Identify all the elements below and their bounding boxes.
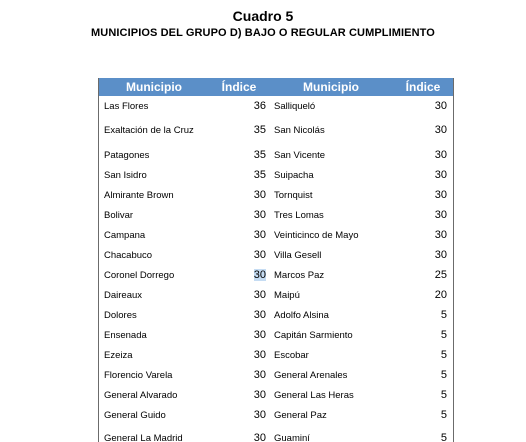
- municipios-table: [98, 78, 454, 442]
- municipio-cell: Veinticinco de Mayo: [274, 229, 359, 241]
- municipio-cell: Almirante Brown: [104, 189, 174, 201]
- indice-cell: 30: [434, 124, 447, 136]
- indice-cell: 5: [440, 431, 447, 442]
- indice-cell: 30: [253, 348, 266, 361]
- municipio-cell: San Isidro: [104, 169, 147, 181]
- municipio-cell: Capitán Sarmiento: [274, 329, 353, 341]
- municipio-cell: Guaminí: [274, 432, 310, 442]
- indice-cell: 5: [440, 308, 447, 321]
- municipio-cell: General La Madrid: [104, 432, 183, 442]
- municipio-cell: Salliqueló: [274, 100, 316, 112]
- indice-cell: 30: [253, 431, 266, 442]
- municipio-cell: Villa Gesell: [274, 249, 322, 261]
- indice-cell: 35: [253, 168, 266, 181]
- municipio-cell: General Paz: [274, 409, 327, 421]
- table-row: [99, 305, 453, 325]
- municipio-cell: Patagones: [104, 149, 150, 161]
- municipio-cell: Tres Lomas: [274, 209, 324, 221]
- indice-cell: 30: [253, 188, 266, 201]
- table-row: [99, 405, 453, 425]
- municipio-cell: General Guido: [104, 409, 166, 421]
- indice-cell: 30: [434, 99, 447, 112]
- indice-cell: 30: [253, 208, 266, 221]
- municipio-cell: General Arenales: [274, 369, 348, 381]
- indice-cell: 30: [253, 368, 266, 381]
- municipio-cell: Florencio Varela: [104, 369, 173, 381]
- table-header-row: [99, 78, 453, 96]
- table-row: [99, 385, 453, 405]
- table-row: [99, 145, 453, 165]
- indice-cell: 36: [253, 99, 266, 112]
- column-header-indice: Índice: [393, 78, 453, 96]
- municipio-cell: Maipú: [274, 289, 300, 301]
- table-row: [99, 165, 453, 185]
- indice-cell: 30: [253, 228, 266, 241]
- municipio-cell: Adolfo Alsina: [274, 309, 329, 321]
- municipio-cell: Suipacha: [274, 169, 314, 181]
- municipio-cell: General Las Heras: [274, 389, 354, 401]
- indice-cell: 30: [434, 228, 447, 241]
- indice-cell: 35: [253, 148, 266, 161]
- table-row: [99, 225, 453, 245]
- indice-cell: 35: [253, 124, 266, 136]
- indice-cell: 30: [434, 208, 447, 221]
- table-row: [99, 325, 453, 345]
- municipio-cell: Ensenada: [104, 329, 147, 341]
- indice-cell: 25: [434, 268, 447, 281]
- column-header-indice: Índice: [209, 78, 269, 96]
- indice-cell: 30: [253, 288, 266, 301]
- indice-cell: 30: [253, 308, 266, 321]
- column-header-municipio: Municipio: [99, 78, 209, 96]
- indice-cell: 30: [253, 248, 266, 261]
- municipio-cell: Dolores: [104, 309, 137, 321]
- indice-cell: 30: [253, 408, 266, 421]
- indice-cell: 5: [440, 328, 447, 341]
- table-row: [99, 245, 453, 265]
- table-row: [99, 185, 453, 205]
- indice-cell: [209, 265, 269, 285]
- municipio-cell: San Nicolás: [274, 125, 325, 136]
- municipio-cell: Daireaux: [104, 289, 143, 301]
- indice-cell: 30: [434, 148, 447, 161]
- indice-cell: 30: [253, 388, 266, 401]
- table-row: [99, 365, 453, 385]
- table-row: [99, 285, 453, 305]
- indice-cell: 5: [440, 388, 447, 401]
- municipio-cell: Coronel Dorrego: [104, 269, 175, 281]
- municipio-cell: Chacabuco: [104, 249, 153, 261]
- table-row: [99, 345, 453, 365]
- table-row: [99, 96, 453, 116]
- municipio-cell: San Vicente: [274, 149, 326, 161]
- column-header-municipio: Municipio: [269, 78, 393, 96]
- table-row: [99, 116, 453, 145]
- indice-cell: 20: [434, 288, 447, 301]
- indice-cell: 30: [434, 168, 447, 181]
- indice-cell: 5: [440, 408, 447, 421]
- indice-cell: 30: [434, 188, 447, 201]
- municipio-cell: Bolivar: [104, 209, 134, 221]
- indice-cell: 5: [440, 368, 447, 381]
- municipio-cell: General Alvarado: [104, 389, 178, 401]
- municipio-cell: Exaltación de la Cruz: [104, 125, 194, 136]
- municipio-cell: Campana: [104, 229, 146, 241]
- table-row: [99, 265, 453, 285]
- municipio-cell: Las Flores: [104, 100, 149, 112]
- municipio-cell: Tornquist: [274, 189, 313, 201]
- table-row: [99, 425, 453, 442]
- indice-cell: 30: [434, 248, 447, 261]
- table-row: [99, 205, 453, 225]
- municipio-cell: Ezeiza: [104, 349, 133, 361]
- indice-cell: 30: [253, 328, 266, 341]
- indice-cell: 5: [440, 348, 447, 361]
- selected-value[interactable]: 30: [253, 268, 266, 281]
- table-title: Cuadro 5: [232, 8, 294, 24]
- table-subtitle: MUNICIPIOS DEL GRUPO D) BAJO O REGULAR CUMPLIMIENTO: [91, 27, 435, 39]
- municipio-cell: Marcos Paz: [274, 269, 325, 281]
- municipio-cell: Escobar: [274, 349, 309, 361]
